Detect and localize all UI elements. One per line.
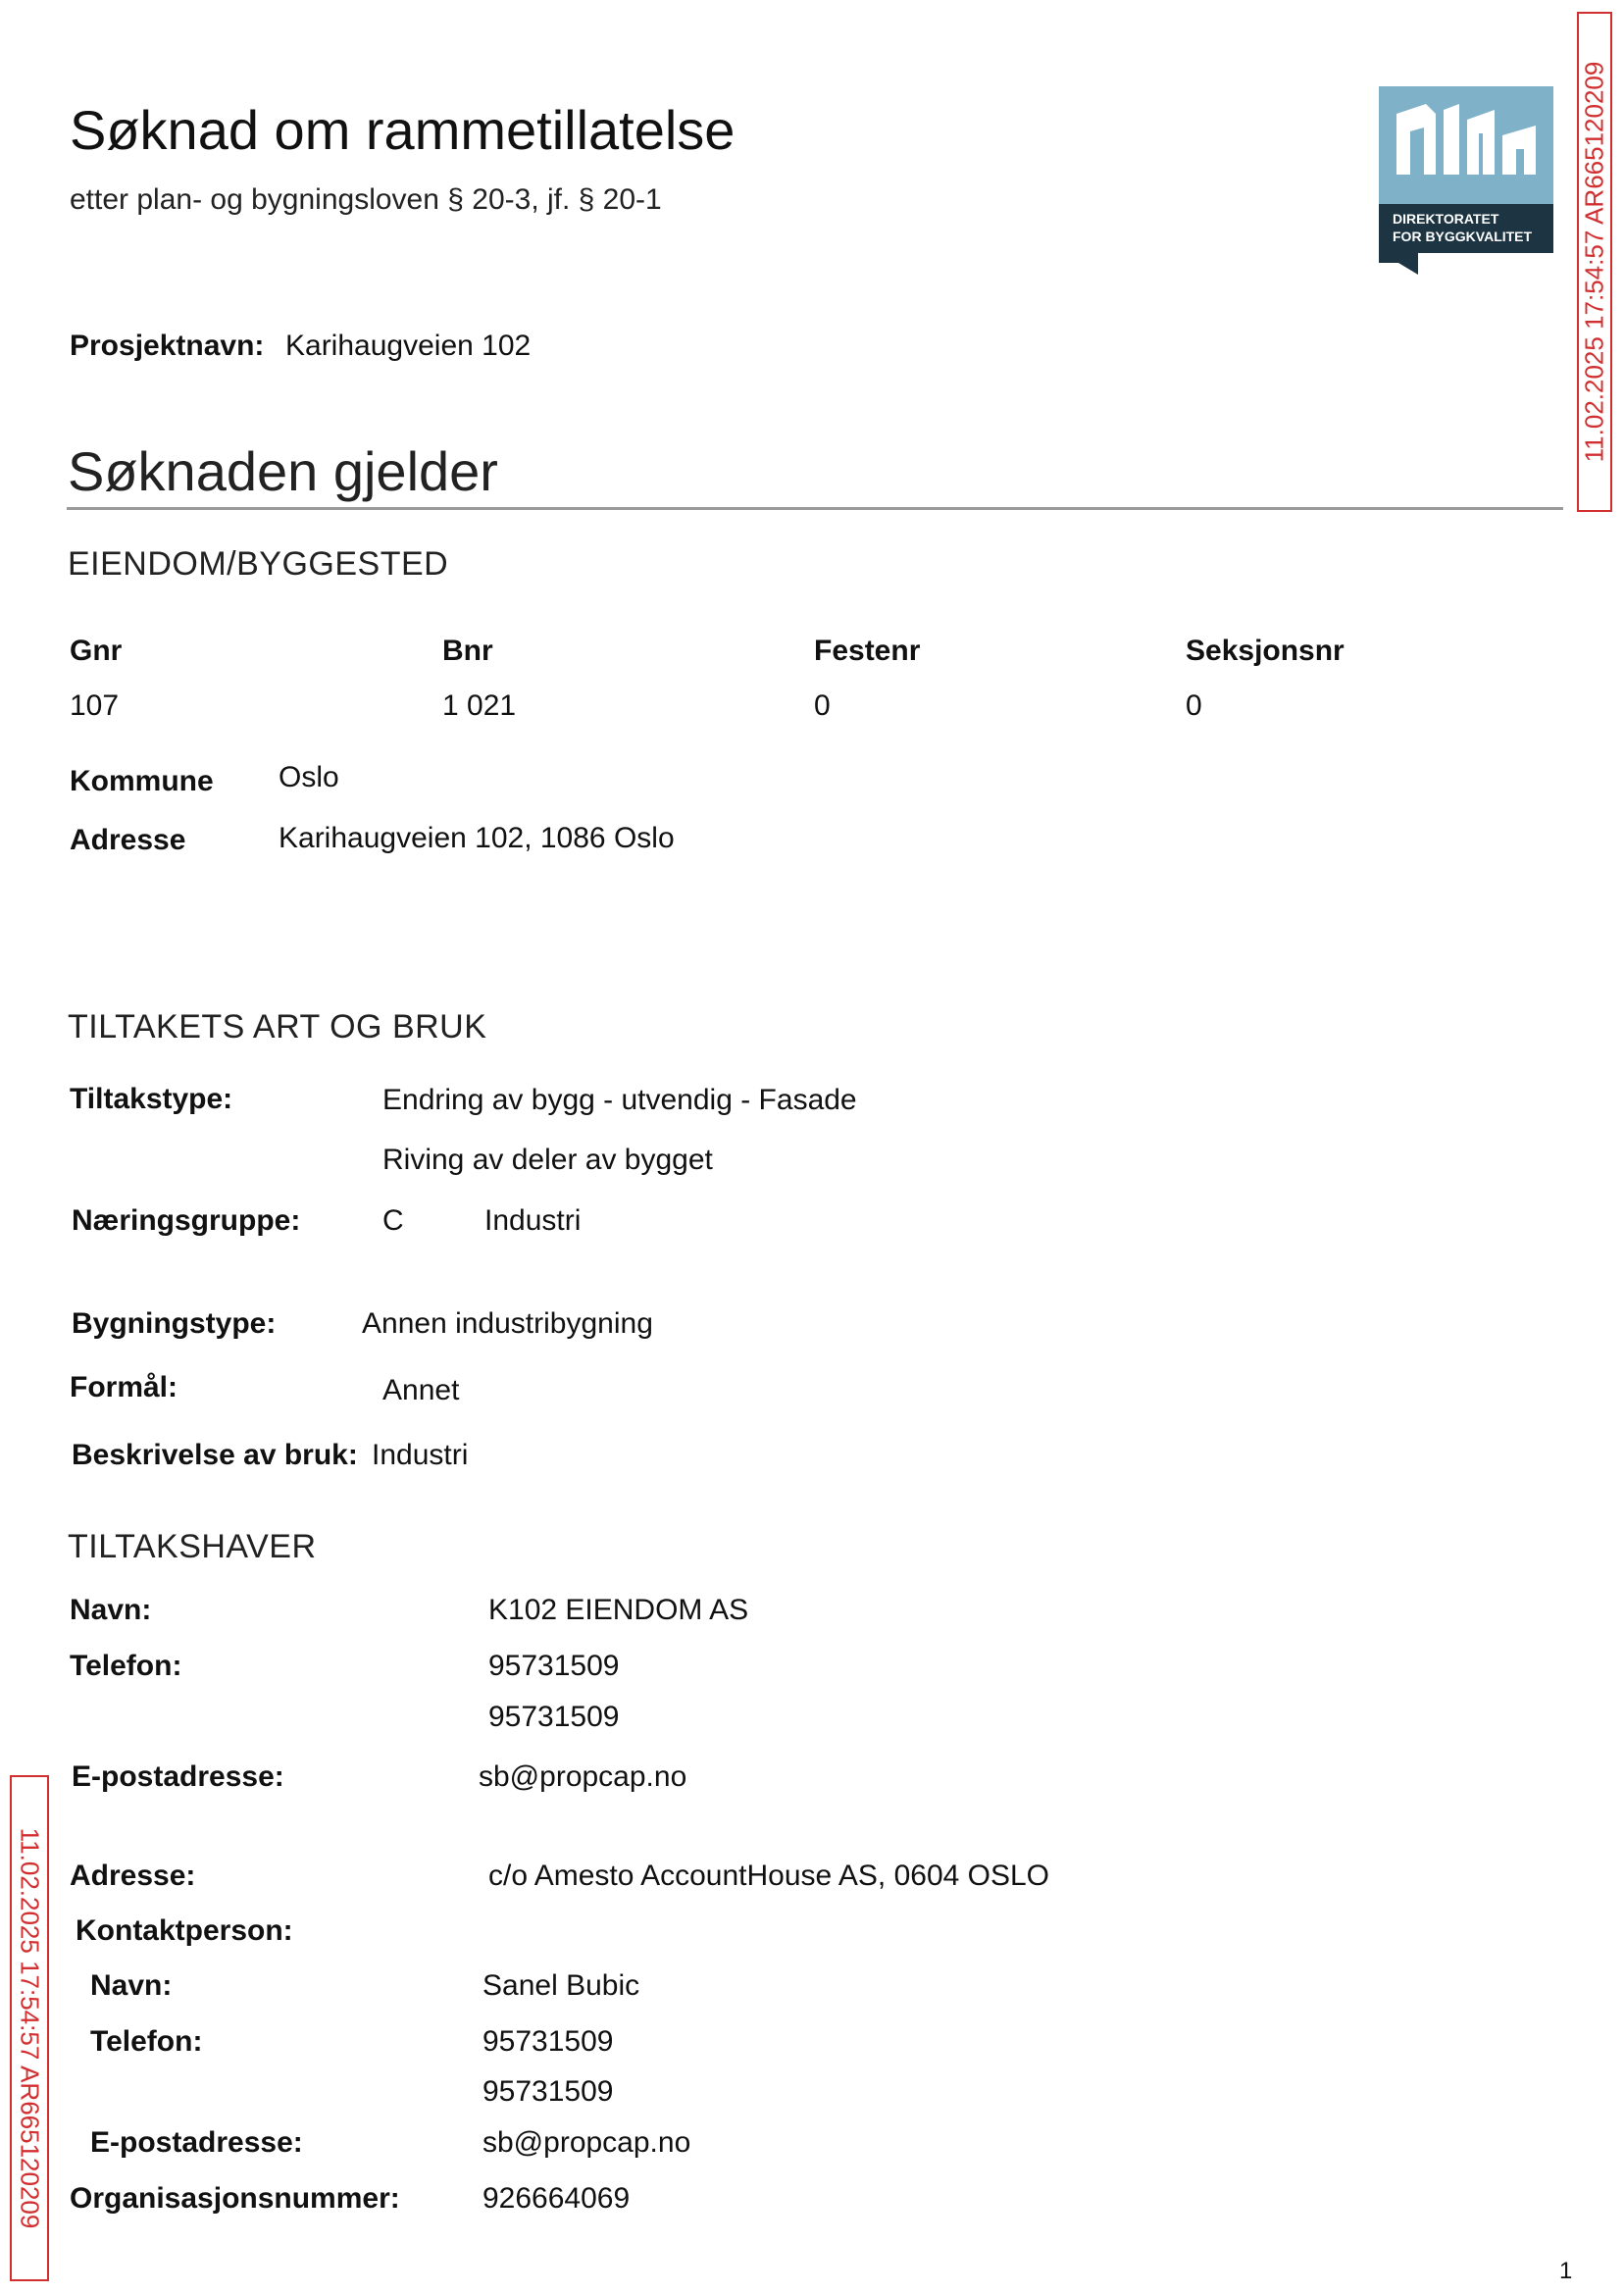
kp-telefon-label: Telefon:: [90, 2025, 203, 2058]
kontaktperson-label: Kontaktperson:: [76, 1914, 293, 1947]
stamp-text: 11.02.2025 17:54:57 AR665120209: [1579, 61, 1609, 463]
stamp-text-left: 11.02.2025 17:54:57 AR665120209: [15, 1827, 45, 2229]
beskrivelse-label: Beskrivelse av bruk:: [72, 1439, 358, 1471]
th-navn-value: K102 EIENDOM AS: [488, 1594, 749, 1626]
tiltak-heading: TILTAKETS ART OG BRUK: [68, 1008, 487, 1045]
th-epost-label: E-postadresse:: [72, 1760, 284, 1793]
kp-epost-label: E-postadresse:: [90, 2126, 303, 2159]
kp-telefon-value-2: 95731509: [482, 2075, 614, 2108]
tiltakstype-value-2: Riving av deler av bygget: [382, 1144, 713, 1176]
eiendom-heading: EIENDOM/BYGGESTED: [68, 545, 449, 583]
bnr-label: Bnr: [442, 635, 493, 667]
orgnr-value: 926664069: [482, 2182, 631, 2215]
gnr-value: 107: [70, 689, 120, 722]
formal-value: Annet: [382, 1374, 460, 1406]
naeringsgruppe-value: Industri: [484, 1204, 582, 1237]
kommune-value: Oslo: [279, 761, 339, 793]
kp-navn-value: Sanel Bubic: [482, 1969, 640, 2002]
section-title: Søknaden gjelder: [68, 440, 498, 502]
bygningstype-value: Annen industribygning: [362, 1307, 653, 1340]
project-label: Prosjektnavn:: [70, 330, 265, 362]
th-telefon-value-2: 95731509: [488, 1701, 620, 1733]
seksjonsnr-value: 0: [1186, 689, 1202, 722]
direktoratet-logo-icon: [1379, 86, 1553, 275]
th-telefon-value-1: 95731509: [488, 1650, 620, 1682]
th-adresse-value: c/o Amesto AccountHouse AS, 0604 OSLO: [488, 1860, 1050, 1892]
seksjonsnr-label: Seksjonsnr: [1186, 635, 1345, 667]
bygningstype-label: Bygningstype:: [72, 1307, 277, 1340]
formal-label: Formål:: [70, 1371, 178, 1403]
page-number: 1: [1559, 2258, 1573, 2284]
adresse-label: Adresse: [70, 824, 186, 856]
kp-telefon-value-1: 95731509: [482, 2025, 614, 2058]
timestamp-stamp-right: [1577, 12, 1612, 512]
tiltakshaver-heading: TILTAKSHAVER: [68, 1528, 317, 1565]
logo-line1: DIREKTORATET: [1393, 211, 1499, 227]
tiltakstype-value-1: Endring av bygg - utvendig - Fasade: [382, 1084, 857, 1116]
section-divider: [67, 507, 1563, 510]
document-subtitle: etter plan- og bygningsloven § 20-3, jf. § 20-1: [70, 183, 662, 216]
beskrivelse-value: Industri: [372, 1439, 469, 1471]
tiltakstype-label: Tiltakstype:: [70, 1083, 233, 1115]
document-title: Søknad om rammetillatelse: [70, 99, 736, 161]
gnr-label: Gnr: [70, 635, 123, 667]
festenr-label: Festenr: [814, 635, 921, 667]
bnr-value: 1 021: [442, 689, 517, 722]
th-telefon-label: Telefon:: [70, 1650, 182, 1682]
festenr-value: 0: [814, 689, 831, 722]
orgnr-label: Organisasjonsnummer:: [70, 2182, 400, 2215]
kp-navn-label: Navn:: [90, 1969, 173, 2002]
th-adresse-label: Adresse:: [70, 1860, 196, 1892]
timestamp-stamp-left: [10, 1775, 49, 2281]
naeringsgruppe-label: Næringsgruppe:: [72, 1204, 301, 1237]
th-epost-value: sb@propcap.no: [479, 1760, 687, 1793]
th-navn-label: Navn:: [70, 1594, 152, 1626]
naeringsgruppe-code: C: [382, 1204, 404, 1237]
kp-epost-value: sb@propcap.no: [482, 2126, 691, 2159]
adresse-value: Karihaugveien 102, 1086 Oslo: [279, 822, 675, 854]
project-value: Karihaugveien 102: [285, 330, 532, 362]
logo-line2: FOR BYGGKVALITET: [1393, 229, 1533, 244]
kommune-label: Kommune: [70, 765, 214, 797]
